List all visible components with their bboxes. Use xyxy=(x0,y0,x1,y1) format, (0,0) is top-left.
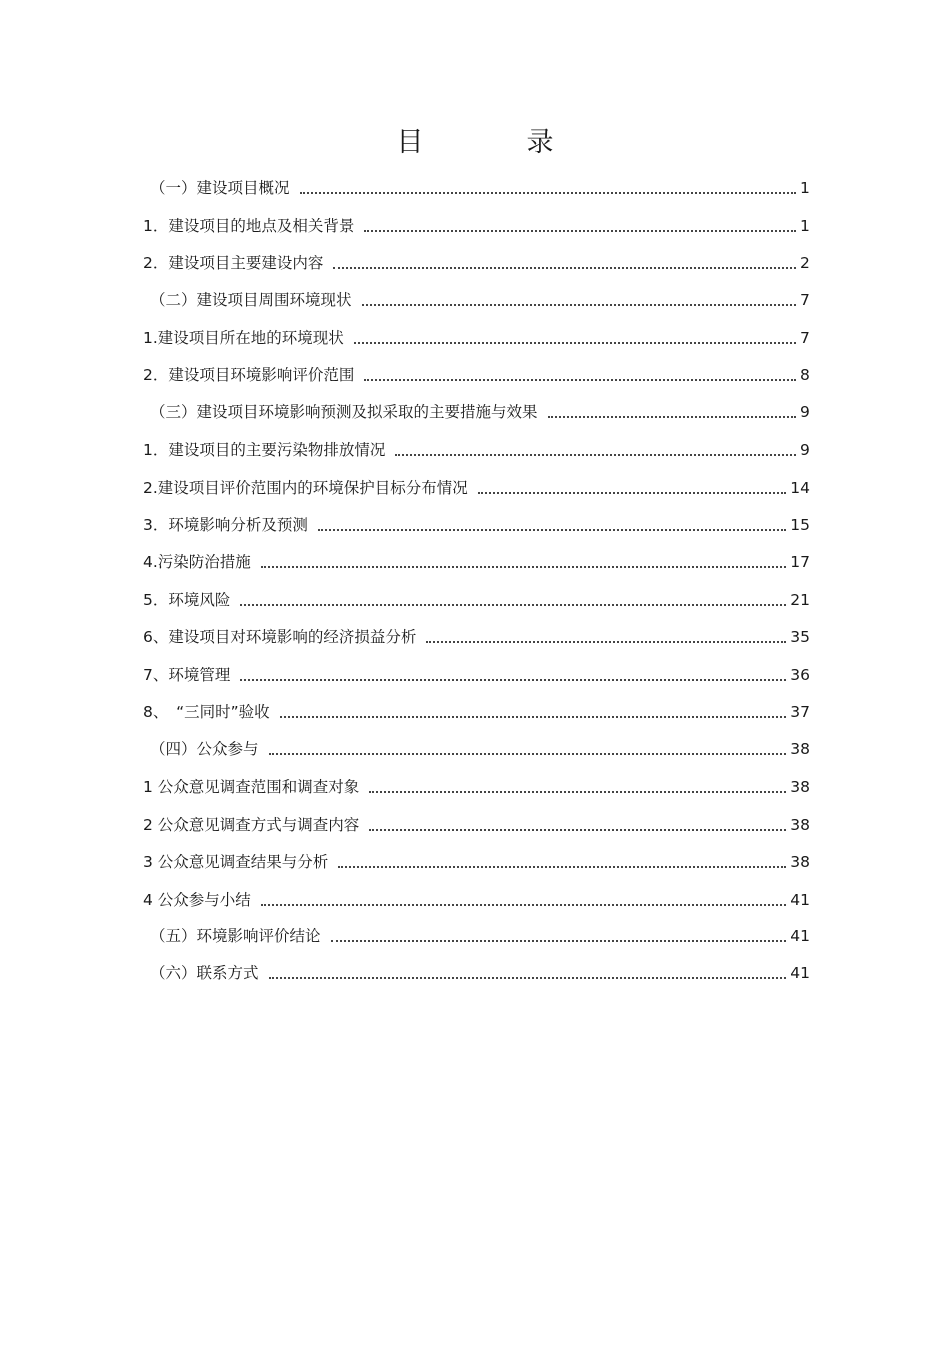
toc-leader-dots xyxy=(362,304,796,306)
toc-entry[interactable] xyxy=(143,698,810,722)
toc-entry-page: 2 xyxy=(800,254,810,272)
toc-entry-label: （五）环境影响评价结论 xyxy=(150,927,321,945)
toc-entry-page: 21 xyxy=(790,591,810,609)
toc-entry-label: 1．建设项目的地点及相关背景 xyxy=(143,217,355,235)
toc-entry-label: 7、环境管理 xyxy=(143,666,231,684)
toc-entry-label: 2.建设项目评价范围内的环境保护目标分布情况 xyxy=(143,479,468,497)
toc-entry[interactable] xyxy=(143,474,810,498)
toc-entry-label: 8、 “三同时”验收 xyxy=(143,703,270,721)
toc-leader-dots xyxy=(331,940,787,942)
toc-entry-label: 3 公众意见调查结果与分析 xyxy=(143,853,329,871)
toc-leader-dots xyxy=(354,342,796,344)
toc-entry-page: 14 xyxy=(790,479,810,497)
toc-entry-label: 1 公众意见调查范围和调查对象 xyxy=(143,778,360,796)
toc-list xyxy=(0,168,950,998)
toc-leader-dots xyxy=(364,230,796,232)
toc-leader-dots xyxy=(369,829,786,831)
toc-entry-label: 2 公众意见调查方式与调查内容 xyxy=(143,816,360,834)
toc-entry-label: 5．环境风险 xyxy=(143,591,231,609)
toc-entry[interactable] xyxy=(143,324,810,348)
toc-leader-dots xyxy=(318,529,786,531)
toc-entry[interactable] xyxy=(143,511,810,535)
toc-entry-label: （三）建设项目环境影响预测及拟采取的主要措施与效果 xyxy=(150,403,538,421)
toc-leader-dots xyxy=(261,904,786,906)
toc-leader-dots xyxy=(338,866,786,868)
toc-entry[interactable] xyxy=(143,623,810,647)
toc-entry-page: 7 xyxy=(800,291,810,309)
toc-entry[interactable] xyxy=(143,436,810,460)
toc-entry-page: 38 xyxy=(790,816,810,834)
toc-entry[interactable] xyxy=(143,361,810,385)
toc-entry-label: （二）建设项目周围环境现状 xyxy=(150,291,352,309)
toc-entry[interactable] xyxy=(143,661,810,685)
toc-entry[interactable] xyxy=(150,959,810,983)
toc-entry-page: 38 xyxy=(790,778,810,796)
toc-entry-page: 37 xyxy=(790,703,810,721)
toc-leader-dots xyxy=(261,566,786,568)
toc-leader-dots xyxy=(364,379,796,381)
toc-title: 目 录 xyxy=(396,127,592,158)
toc-entry-page: 38 xyxy=(790,853,810,871)
toc-entry-label: （一）建设项目概况 xyxy=(150,179,290,197)
toc-entry-page: 9 xyxy=(800,403,810,421)
toc-leader-dots xyxy=(333,267,796,269)
toc-entry-page: 1 xyxy=(800,217,810,235)
toc-leader-dots xyxy=(426,641,786,643)
toc-entry-label: 2．建设项目环境影响评价范围 xyxy=(143,366,355,384)
toc-leader-dots xyxy=(548,416,796,418)
toc-leader-dots xyxy=(478,492,786,494)
toc-entry[interactable] xyxy=(143,212,810,236)
toc-entry[interactable] xyxy=(150,398,810,422)
toc-leader-dots xyxy=(269,977,787,979)
toc-entry[interactable] xyxy=(143,586,810,610)
toc-entry-label: 6、建设项目对环境影响的经济损益分析 xyxy=(143,628,417,646)
toc-entry-label: 4.污染防治措施 xyxy=(143,553,251,571)
toc-entry-page: 35 xyxy=(790,628,810,646)
toc-leader-dots xyxy=(269,753,787,755)
toc-entry-page: 1 xyxy=(800,179,810,197)
toc-entry[interactable] xyxy=(143,848,810,872)
toc-entry[interactable] xyxy=(143,249,810,273)
toc-entry[interactable] xyxy=(150,286,810,310)
toc-entry-label: 2．建设项目主要建设内容 xyxy=(143,254,324,272)
toc-entry-page: 9 xyxy=(800,441,810,459)
toc-entry-page: 7 xyxy=(800,329,810,347)
toc-entry-label: 4 公众参与小结 xyxy=(143,891,251,909)
toc-leader-dots xyxy=(369,791,786,793)
toc-entry[interactable] xyxy=(150,922,810,946)
toc-entry-page: 36 xyxy=(790,666,810,684)
toc-leader-dots xyxy=(280,716,787,718)
toc-entry-page: 41 xyxy=(790,964,810,982)
toc-entry-page: 41 xyxy=(790,891,810,909)
toc-entry-page: 38 xyxy=(790,740,810,758)
toc-entry-label: 1.建设项目所在地的环境现状 xyxy=(143,329,344,347)
toc-entry-page: 15 xyxy=(790,516,810,534)
toc-entry-label: 3．环境影响分析及预测 xyxy=(143,516,308,534)
toc-leader-dots xyxy=(300,192,796,194)
toc-entry-label: （六）联系方式 xyxy=(150,964,259,982)
toc-leader-dots xyxy=(395,454,796,456)
toc-entry-page: 17 xyxy=(790,553,810,571)
toc-entry-label: 1．建设项目的主要污染物排放情况 xyxy=(143,441,386,459)
toc-entry[interactable] xyxy=(150,735,810,759)
toc-leader-dots xyxy=(240,679,786,681)
toc-entry-page: 8 xyxy=(800,366,810,384)
toc-entry[interactable] xyxy=(150,174,810,198)
toc-entry[interactable] xyxy=(143,811,810,835)
toc-entry[interactable] xyxy=(143,773,810,797)
toc-entry-label: （四）公众参与 xyxy=(150,740,259,758)
toc-entry-page: 41 xyxy=(790,927,810,945)
toc-leader-dots xyxy=(240,604,786,606)
toc-entry[interactable] xyxy=(143,886,810,910)
toc-entry[interactable] xyxy=(143,548,810,572)
